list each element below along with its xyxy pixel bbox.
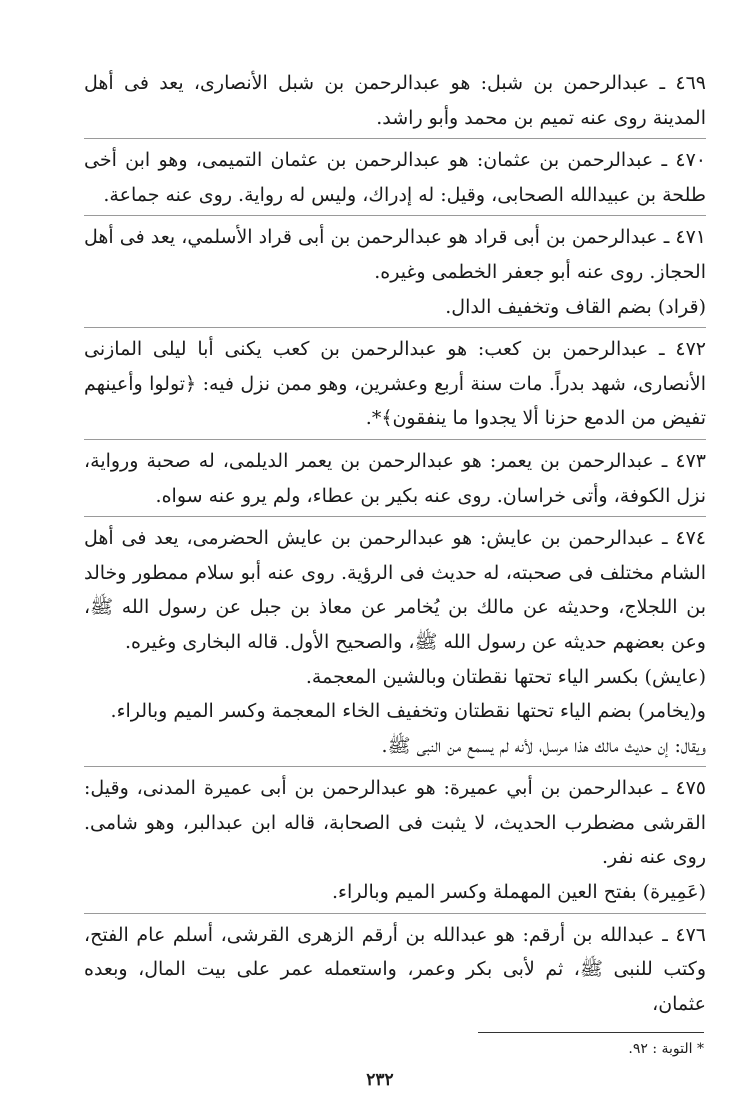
entry-473: ٤٧٣ ـ عبدالرحمن بن يعمر: هو عبدالرحمن بن يعمر الديلمى، له صحبة ورواية، نزل الكوفة، وأتى خراسان. روى عنه بكير بن عطاء، ولم يرو عنه سواه. [84,449,706,507]
page-body [84,66,706,1021]
note-yuqal: ويقال: إن حديث مالك هذا مرسل، لأنه لم يسمع من النبى ﷺ. [381,734,706,757]
note-umayra: (عَمِيرة) بفتح العين المهملة وكسر الميم وبالراء. [331,881,706,904]
entry-472: ٤٧٢ ـ عبدالرحمن بن كعب: هو عبدالرحمن بن كعب يكنى أبا ليلى المازنى الأنصارى، شهد بدراً. مات سنة أربع وعشرين، وهو ممن نزل فيه: ﴿تولوا وأعينهم تفيض من الدمع حزنا ألا يجدوا ما ينفقون﴾*. [84,338,706,430]
entry-474: ٤٧٤ ـ عبدالرحمن بن عايش: هو عبدالرحمن بن عايش الحضرمى، يعد فى أهل الشام مختلف فى صحبته، له حديث فى الرؤية. روى عنه أبو سلام ممطور وخالد بن اللجلاج، وحديثه عن مالك بن يُخامر عن معاذ بن جبل عن رسول الله ﷺ، وعن بعضهم حديثه عن رسول الله ﷺ، والصحيح الأول. قاله البخارى وغيره. [84,527,706,653]
divider [84,766,706,767]
entry-471: ٤٧١ ـ عبدالرحمن بن أبى قراد هو عبدالرحمن بن أبى قراد الأسلمي، يعد فى أهل الحجاز. روى عنه أبو جعفر الخطمى وغيره. [84,226,706,283]
divider [84,138,706,139]
divider [84,215,706,216]
footnote-rule [478,1032,704,1033]
divider [84,913,706,914]
entry-475: ٤٧٥ ـ عبدالرحمن بن أبي عميرة: هو عبدالرحمن بن أبى عميرة المدنى، وقيل: القرشى مضطرب الحديث، لا يثبت فى الصحابة، قاله ابن عبدالبر، وهو شامى. روى عنه نفر. [84,777,706,869]
footnote: * التوبة : ٩٢. [628,1041,704,1057]
note-yukhamir: و(يخامر) بضم الياء تحتها نقطتان وتخفيف الخاء المعجمة وكسر الميم وبالراء. [110,700,706,723]
entry-476: ٤٧٦ ـ عبدالله بن أرقم: هو عبدالله بن أرقم الزهرى القرشى، أسلم عام الفتح، وكتب للنبى ﷺ، ثم لأبى بكر وعمر، واستعمله عمر على بيت المال، وبعده عثمان، [84,923,706,1015]
divider [84,439,706,440]
entry-469: ٤٦٩ ـ عبدالرحمن بن شبل: هو عبدالرحمن بن شبل الأنصارى، يعد فى أهل المدينة روى عنه تميم بن محمد وأبو راشد. [84,72,706,129]
entry-470: ٤٧٠ ـ عبدالرحمن بن عثمان: هو عبدالرحمن بن عثمان التميمى، وهو ابن أخى طلحة بن عبيدالله الصحابى، وقيل: له إدراك، وليس له رواية. روى عنه جماعة. [84,149,706,206]
divider [84,516,706,517]
divider [84,327,706,328]
note-ayish: (عايش) بكسر الياء تحتها نقطتان وبالشين المعجمة. [305,665,706,688]
note-qarad: (قراد) بضم القاف وتخفيف الدال. [445,295,706,318]
page-number: ٢٣٢ [366,1070,394,1090]
